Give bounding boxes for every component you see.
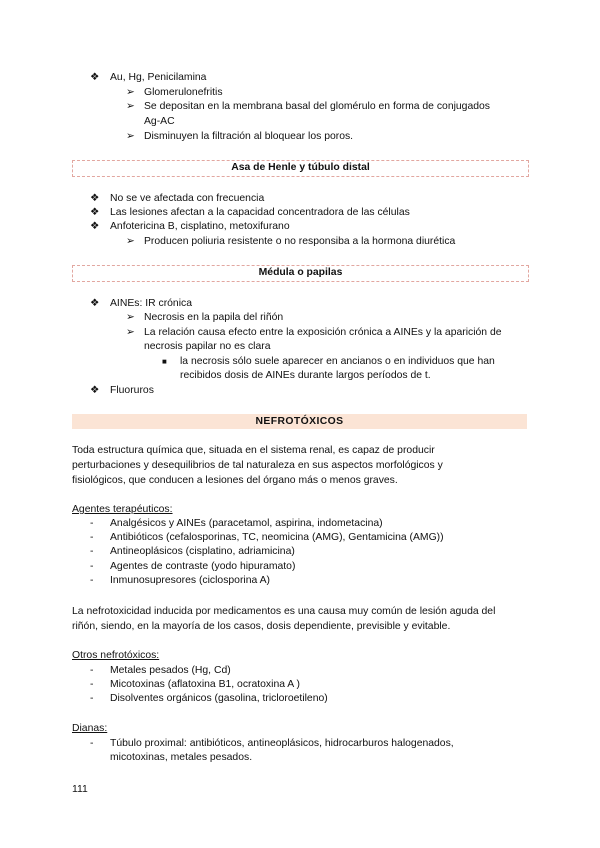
bullet-no-afectada: ❖ No se ve afectada con frecuencia [90, 193, 265, 204]
diamond-bullet-icon: ❖ [90, 298, 100, 309]
list-item-diana-cont: micotoxinas, metales pesados. [110, 752, 253, 763]
sub-relacion-causa: ➢ La relación causa efecto entre la exposición crónica a AINEs y la aparición de [126, 327, 502, 338]
square-item-necrosis: ■ la necrosis sólo suele aparecer en ancianos o en individuos que han [162, 356, 495, 367]
heading-medula-papilas: Médula o papilas [72, 265, 529, 282]
sub-disminuyen: ➢ Disminuyen la filtración al bloquear los poros. [126, 131, 354, 142]
bullet-au-hg: ❖ Au, Hg, Penicilamina [90, 72, 207, 83]
diamond-bullet-icon: ❖ [90, 221, 100, 232]
heading-otros-nefrotoxicos: Otros nefrotóxicos: [72, 650, 160, 661]
para1-line1: Toda estructura química que, situada en el sistema renal, es capaz de producir [72, 445, 435, 456]
list-item-agente: - Analgésicos y AINEs (paracetamol, aspirina, indometacina) [90, 518, 383, 529]
page-number: 111 [72, 784, 88, 795]
sub-depositan: ➢ Se depositan en la membrana basal del glomérulo en forma de conjugados [126, 101, 490, 112]
list-item-agente: - Antibióticos (cefalosporinas, TC, neomicina (AMG), Gentamicina (AMG)) [90, 532, 444, 543]
diamond-bullet-icon: ❖ [90, 72, 100, 83]
sub-poliuria: ➢ Producen poliuria resistente o no responsiba a la hormona diurética [126, 236, 456, 247]
square-item-necrosis-cont: recibidos dosis de AINEs durante largos períodos de t. [180, 370, 431, 381]
arrow-bullet-icon: ➢ [126, 131, 135, 142]
dash-bullet-icon: - [90, 575, 94, 586]
sub-necrosis-papila: ➢ Necrosis en la papila del riñón [126, 312, 284, 323]
bullet-fluoruros: ❖ Fluoruros [90, 385, 154, 396]
dash-bullet-icon: - [90, 518, 94, 529]
dash-bullet-icon: - [90, 665, 94, 676]
sub-relacion-causa-cont: necrosis papilar no es clara [144, 341, 271, 352]
arrow-bullet-icon: ➢ [126, 312, 135, 323]
diamond-bullet-icon: ❖ [90, 207, 100, 218]
list-item-otro: - Micotoxinas (aflatoxina B1, ocratoxina A ) [90, 679, 301, 690]
para2-line1: La nefrotoxicidad inducida por medicamentos es una causa muy común de lesión aguda del [72, 606, 496, 617]
sub-depositan-cont: Ag-AC [144, 116, 175, 127]
bullet-anfotericina: ❖ Anfotericina B, cisplatino, metoxifurano [90, 221, 290, 232]
arrow-bullet-icon: ➢ [126, 101, 135, 112]
diamond-bullet-icon: ❖ [90, 193, 100, 204]
arrow-bullet-icon: ➢ [126, 327, 135, 338]
diamond-bullet-icon: ❖ [90, 385, 100, 396]
sub-glomerulonefritis: ➢ Glomerulonefritis [126, 87, 223, 98]
arrow-bullet-icon: ➢ [126, 87, 135, 98]
list-item-agente: - Antineoplásicos (cisplatino, adriamicina) [90, 546, 295, 557]
heading-asa-henle: Asa de Henle y túbulo distal [72, 160, 529, 177]
bullet-lesiones: ❖ Las lesiones afectan a la capacidad concentradora de las células [90, 207, 410, 218]
arrow-bullet-icon: ➢ [126, 236, 135, 247]
square-bullet-icon: ■ [162, 357, 167, 366]
heading-dianas: Dianas: [72, 723, 108, 734]
list-item-diana: - Túbulo proximal: antibióticos, antineoplásicos, hidrocarburos halogenados, [90, 738, 454, 749]
dash-bullet-icon: - [90, 546, 94, 557]
dash-bullet-icon: - [90, 679, 94, 690]
heading-agentes-terapeuticos: Agentes terapéuticos: [72, 504, 173, 515]
dash-bullet-icon: - [90, 738, 94, 749]
para2-line2: riñón, siendo, en la mayoría de los casos, dosis dependiente, previsible y evitable. [72, 621, 451, 632]
para1-line3: fisiológicos, que conducen a lesiones del órgano más o menos graves. [72, 475, 398, 486]
list-item-otro: - Metales pesados (Hg, Cd) [90, 665, 231, 676]
dash-bullet-icon: - [90, 561, 94, 572]
heading-nefrotoxicos: NEFROTÓXICOS [72, 414, 527, 429]
list-item-agente: - Agentes de contraste (yodo hipuramato) [90, 561, 296, 572]
dash-bullet-icon: - [90, 693, 94, 704]
para1-line2: perturbaciones y desequilibrios de tal naturaleza en sus aspectos morfológicos y [72, 460, 443, 471]
list-item-otro: - Disolventes orgánicos (gasolina, tricloroetileno) [90, 693, 328, 704]
list-item-agente: - Inmunosupresores (ciclosporina A) [90, 575, 270, 586]
dash-bullet-icon: - [90, 532, 94, 543]
bullet-aines: ❖ AINEs: IR crónica [90, 298, 192, 309]
